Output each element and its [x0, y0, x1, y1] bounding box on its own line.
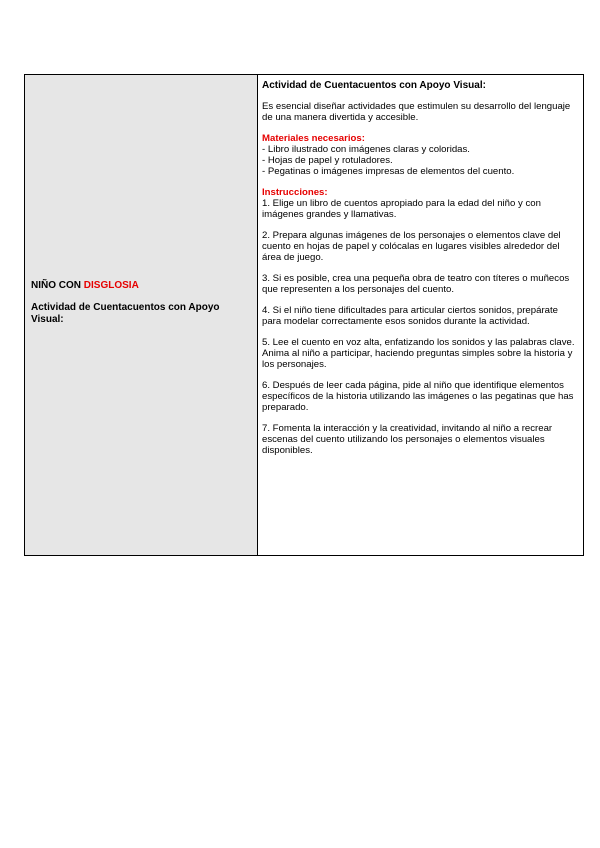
activity-description-cell	[258, 75, 583, 555]
instructions-heading: Instrucciones:	[262, 187, 328, 198]
instruction-step-4: 4. Si el niño tiene dificultades para articular ciertos sonidos, prepárate para modelar correctamente esos sonidos durante la actividad.	[262, 305, 558, 327]
profile-cell	[25, 75, 258, 555]
instruction-step-6: 6. Después de leer cada página, pide al niño que identifique elementos específicos de la historia utilizando las imágenes o las pegatinas que has preparado.	[262, 380, 574, 413]
material-item: - Hojas de papel y rotuladores.	[262, 155, 393, 166]
instruction-step-2: 2. Prepara algunas imágenes de los personajes o elementos clave del cuento en hojas de papel y colócalas en lugares visibles alrededor del área de juego.	[262, 230, 561, 263]
instruction-step-1: 1. Elige un libro de cuentos apropiado para la edad del niño y con imágenes grandes y llamativas.	[262, 198, 541, 220]
profile-title	[31, 280, 251, 292]
instruction-step-5: 5. Lee el cuento en voz alta, enfatizando los sonidos y las palabras clave. Anima al niño a participar, haciendo preguntas simples sobre la historia y los personajes.	[262, 337, 575, 370]
disorder-label: DISGLOSIA	[83, 280, 139, 291]
intro-paragraph: Es esencial diseñar actividades que estimulen su desarrollo del lenguaje de una manera divertida y accesible.	[262, 101, 571, 123]
materials-heading: Materiales necesarios:	[262, 133, 365, 144]
material-item: - Pegatinas o imágenes impresas de elementos del cuento.	[262, 166, 515, 177]
materials-section	[262, 133, 575, 177]
instruction-step-3: 3. Si es posible, crea una pequeña obra de teatro con títeres o muñecos que representen a los personajes del cuento.	[262, 273, 570, 295]
instructions-section	[262, 187, 575, 220]
material-item: - Libro ilustrado con imágenes claras y coloridas.	[262, 144, 470, 155]
instruction-step-7: 7. Fomenta la interacción y la creatividad, invitando al niño a recrear escenas del cuento utilizando los personajes o elementos visuales disponibles.	[262, 423, 553, 456]
activity-name: Actividad de Cuentacuentos con Apoyo Visual:	[31, 302, 220, 325]
activity-table	[24, 74, 584, 556]
activity-heading: Actividad de Cuentacuentos con Apoyo Visual:	[262, 80, 486, 91]
profile-title-prefix: NIÑO CON	[31, 280, 81, 291]
